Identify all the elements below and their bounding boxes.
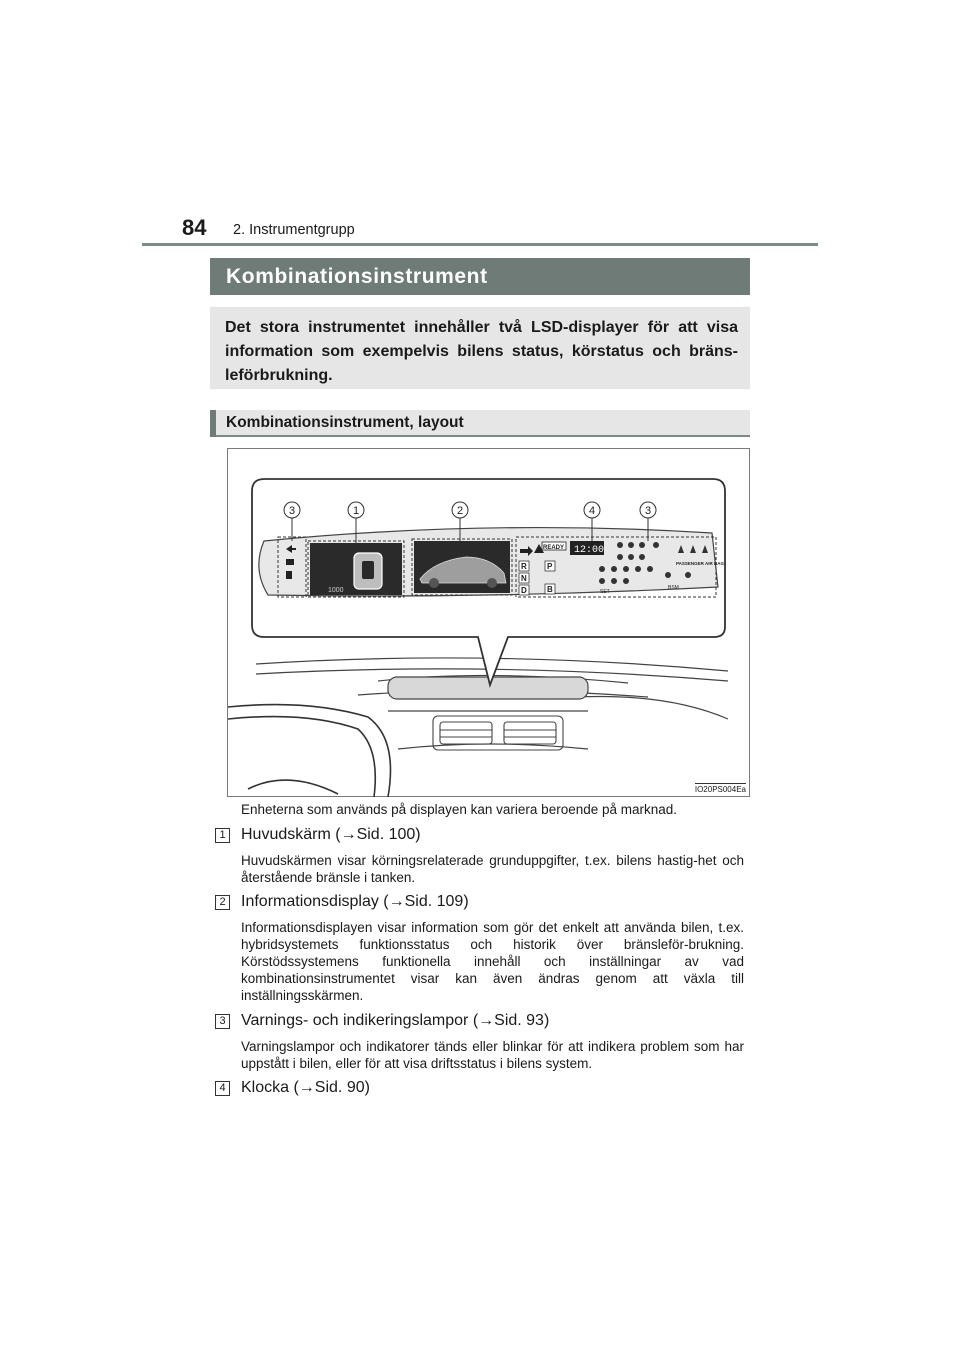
item-number-2: 2 [215,895,230,910]
instrument-illustration [228,449,751,798]
speed-scale: 1000 [328,587,344,594]
item-title-2: Informationsdisplay (→Sid. 109) [241,893,469,910]
item-number-4: 4 [215,1081,230,1096]
clock-readout: 12:00 [574,545,605,556]
page-number: 84 [182,215,207,240]
section-banner: Kombinationsinstrument [210,258,750,295]
instrument-figure [227,448,750,797]
callout-2: 2 [456,505,464,517]
gear-r: R [521,562,527,571]
callout-1: 1 [352,505,360,517]
item-description-3: Varningslampor och indikatorer tänds eller blinkar för att indikera problem som har uppstått i bilen, eller för att visa driftsstatus i bilens system. [241,1039,744,1071]
set-label: SET [600,589,610,595]
ready-indicator: READY [543,545,565,551]
figure-note: Enheterna som används på displayen kan variera beroende på marknad. [241,802,678,817]
gear-d: D [521,586,527,595]
figure-code: IO20PS004Ea [694,785,746,794]
callout-3-right: 3 [644,505,652,517]
subheading-title: Kombinationsinstrument, layout [226,414,464,431]
item-title-4: Klocka (→Sid. 90) [241,1079,370,1096]
subheading [210,410,750,437]
gear-b: B [547,585,553,594]
header-rule [142,243,818,246]
gear-p: P [547,562,553,571]
item-title-1: Huvudskärm (→Sid. 100) [241,826,421,843]
item-number-3: 3 [215,1014,230,1029]
gear-n: N [521,574,527,583]
callout-4: 4 [588,505,596,517]
item-title-3: Varnings- och indikeringslampor (→Sid. 93) [241,1012,550,1029]
item-description-2: Informationsdisplayen visar information som gör det enkelt att använda bilen, t.ex. hybridsystemets funktionsstatus och historik över bränsleför-brukning. Körstödssystemens funktionella innehåll och inställningar av vad kombinationsinstrumentet visar kan även ändras genom att växla till inställningsskärmen. [241,920,744,1003]
callout-3-left: 3 [288,505,296,517]
item-number-1: 1 [215,828,230,843]
passenger-airbag-label: PASSENGER AIR BAG [676,561,725,566]
bsm-label: BSM [668,585,679,591]
item-description-1: Huvudskärmen visar körningsrelaterade grunduppgifter, t.ex. bilens hastig-het och återstående bränsle i tanken. [241,853,744,885]
running-header: 2. Instrumentgrupp [233,222,355,238]
intro-box: Det stora instrumentet innehåller två LSD-displayer för att visa information som exempelvis bilens status, körstatus och bräns-leförbrukning. [210,307,750,389]
subheading-bar [210,410,216,437]
